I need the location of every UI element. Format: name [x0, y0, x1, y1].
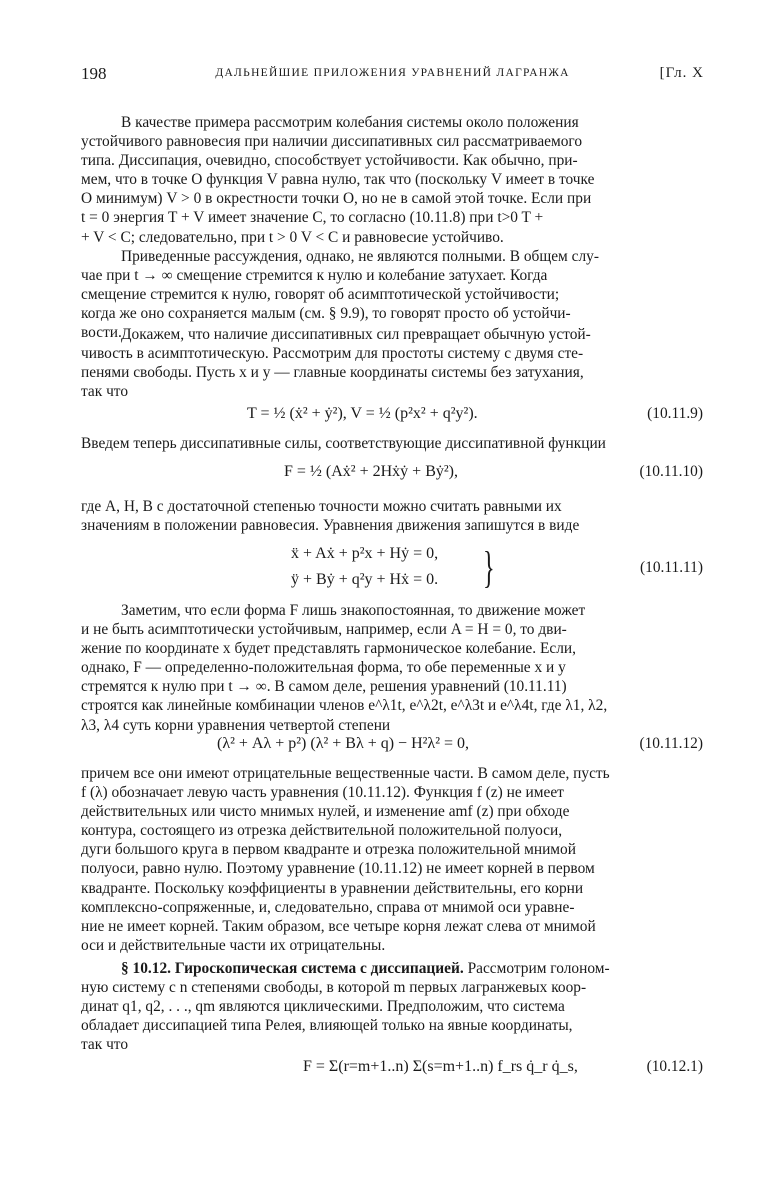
equation-formula: F = ½ (Aẋ² + 2Hẋẏ + Bẏ²), — [284, 463, 458, 480]
running-title: ДАЛЬНЕЙШИЕ ПРИЛОЖЕНИЯ УРАВНЕНИЙ ЛАГРАНЖА — [215, 67, 570, 79]
section-heading: § 10.12. Гироскопическая система с диссипацией. — [121, 960, 464, 977]
equation-line-1: ẍ + Aẋ + p²x + Hẏ = 0, — [291, 545, 439, 562]
equation-number: (10.12.1) — [646, 1058, 703, 1075]
chapter-label: [Гл. X — [659, 65, 704, 81]
paragraph-asymptotic-stability: Приведенные рассуждения, однако, не являются полными. В общем слу- чае при t → ∞ смещение стремится к нулю и колебание затухает. Когда смещение стремится к нулю, говорят об асимптотической устойчивости; когда же оно сохраняется малым (см. § 9.9), то говорят просто об устойчи- вости. — [81, 248, 599, 342]
page-header — [81, 64, 704, 88]
equation-number: (10.11.11) — [640, 559, 703, 576]
paragraph-coefficients: где A, H, B с достаточной степенью точности можно считать равными их значениям в положении равновесия. Уравнения движения запишутся в виде — [81, 498, 580, 535]
equation-formula: T = ½ (ẋ² + ẏ²), V = ½ (p²x² + q²y²). — [247, 405, 478, 422]
equation-10-11-9 — [81, 405, 703, 429]
equation-number: (10.11.12) — [639, 735, 703, 752]
equation-number: (10.11.9) — [647, 405, 703, 422]
paragraph-dissipative-forces: Введем теперь диссипативные силы, соответствующие диссипативной функции — [81, 435, 606, 452]
equation-10-12-1 — [81, 1058, 703, 1082]
right-brace-icon: } — [483, 543, 495, 592]
paragraph-stability-example: В качестве примера рассмотрим колебания системы около положения устойчивого равновесия при наличии диссипативных сил рассматриваемого типа. Диссипация, очевидно, способствует устойчивости. Как обычно, при- мем, что в точке O функция V равна нулю, так что (поскольку V имеет в точке O минимум) V > 0 в окрестности точки O, но не в самой этой точке. Если при t = 0 энергия T + V имеет значение C, то согласно (10.11.8) при t>0 T + + V < C; следовательно, при t > 0 V < C и равновесие устойчиво. — [81, 114, 595, 246]
paragraph-proof-intro: Докажем, что наличие диссипативных сил превращает обычную устой- чивость в асимптотическую. Рассмотрим для простоты систему с двумя сте- пенями свободы. Пусть x и y — главные координаты системы без затухания, так что — [81, 326, 591, 401]
equation-formula: (λ² + Aλ + p²) (λ² + Bλ + q) − H²λ² = 0, — [217, 735, 470, 752]
paragraph-semidefinite-form: Заметим, что если форма F лишь знакопостоянная, то движение может и не быть асимптотически устойчивым, например, если A = H = 0, то дви- жение по координате x будет представлять гармоническое колебание. Если, однако, F — определенно-положительная форма, то обе переменные x и y стремятся к нулю при t → ∞. В самом деле, решения уравнений (10.11.11) строятся как линейные комбинации членов e^λ1t, e^λ2t, e^λ3t и e^λ4t, где λ1, λ2, λ3, λ4 суть корни уравнения четвертой степени — [81, 602, 608, 734]
paragraph-gyroscopic-system — [81, 959, 703, 1054]
paragraph-negative-real-parts: причем все они имеют отрицательные вещественные части. В самом деле, пусть f (λ) обозначает левую часть уравнения (10.11.12). Функция f (z) не имеет действительных или чисто мнимых нулей, и изменение amf (z) при обходе контура, состоящего из отрезка действительной положительной полуоси, дуги большого круга в первом квадранте и отрезка положительной мнимой полуоси, равно нулю. Поэтому уравнение (10.11.12) не имеет корней в первом квадранте. Поскольку коэффициенты в уравнении действительны, его корни комплексно-сопряженные, и, следовательно, справа от мнимой оси уравне- ние не имеет корней. Таким образом, все четыре корня лежат слева от мнимой оси и действительные части их отрицательны. — [81, 765, 610, 954]
equation-line-2: ÿ + Bẏ + q²y + Hẋ = 0. — [291, 571, 439, 588]
page-number: 198 — [81, 64, 107, 83]
equation-10-11-11 — [81, 545, 703, 599]
equation-formula: F = Σ(r=m+1..n) Σ(s=m+1..n) f_rs q̇_r q̇_s, — [303, 1058, 578, 1075]
equation-10-11-12 — [81, 735, 703, 759]
equation-number: (10.11.10) — [639, 463, 703, 480]
section-body: Рассмотрим голоном- ную систему с n степенями свободы, в которой m первых лагранжевых коор- динат q1, q2, . . ., qm являются циклическими. Предположим, что система обладает диссипацией типа Релея, влияющей только на явные координаты, так что — [81, 960, 610, 1054]
equation-10-11-10 — [81, 463, 703, 487]
